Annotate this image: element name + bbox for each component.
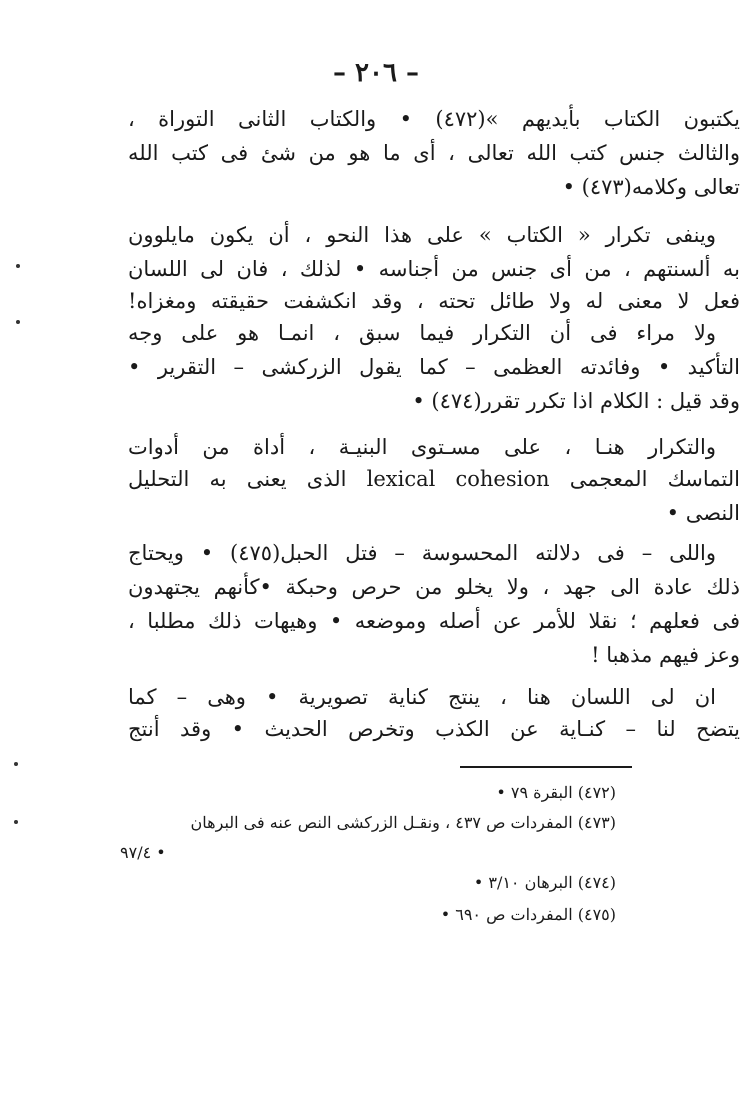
text-line: وقد قيل : الكلام اذا تكرر تقرر(٤٧٤) • — [412, 389, 740, 413]
text-line: واللى – فى دلالته المحسوسة – فتل الحبل(٤٧٥) • ويحتاج — [128, 541, 716, 565]
text-line: وينفى تكرار « الكتاب » على هذا النحو ، أن يكون مايلوون — [128, 223, 716, 247]
footnote: (٤٧٣) المفردات ص ٤٣٧ ، ونقـل الزركشى النص عنه فى البرهان — [190, 813, 616, 832]
text-line: وعز فيهم مذهبا ! — [591, 643, 740, 667]
footnote: (٤٧٢) البقرة ٧٩ • — [496, 783, 616, 802]
text-line: به ألسنتهم ، من أى جنس من أجناسه • لذلك ، فان لى اللسان — [128, 257, 740, 281]
text-line: النصى • — [666, 501, 740, 525]
text-line: فى فعلهم ؛ نقلا للأمر عن أصله وموضعه • وهيهات ذلك مطلبا ، — [128, 609, 740, 633]
text-line: والتكرار هنـا ، على مسـتوى البنيـة ، أداة من أدوات — [128, 435, 716, 459]
text-line: ذلك عادة الى جهد ، ولا يخلو من حرص وحبكة •كأنهم يجتهدون — [128, 575, 740, 599]
text-line: والثالث جنس كتب الله تعالى ، أى ما هو من شئ فى كتب الله — [128, 141, 740, 165]
text-line: فعل لا معنى له ولا طائل تحته ، وقد انكشفت حقيقته ومغزاه! — [128, 289, 740, 313]
footnote: (٤٧٤) البرهان ٣/١٠ • — [473, 873, 616, 892]
text-line: ولا مراء فى أن التكرار فيما سبق ، انمـا هو على وجه — [128, 321, 716, 345]
text-line: تعالى وكلامه(٤٧٣) • — [562, 175, 740, 199]
text-line: يتضح لنا – كنـاية عن الكذب وتخرص الحديث • وقد أنتج — [128, 717, 740, 741]
footnote: (٤٧٥) المفردات ص ٦٩٠ • — [440, 905, 616, 924]
page-number: – ٢٠٦ – — [332, 58, 420, 88]
text-line: التماسك المعجمى lexical cohesion الذى يعنى به التحليل — [128, 467, 740, 491]
margin-mark — [14, 762, 18, 766]
margin-mark — [14, 820, 18, 824]
text-line: يكتبون الكتاب بأيديهم »(٤٧٢) • والكتاب الثانى التوراة ، — [128, 107, 740, 131]
margin-mark — [16, 320, 20, 324]
footnote: ٩٧/٤ • — [120, 843, 166, 862]
text-line: التأكيد • وفائدته العظمى – كما يقول الزركشى – التقرير • — [128, 355, 740, 379]
margin-mark — [16, 264, 20, 268]
text-line: ان لى اللسان هنا ، ينتج كناية تصويرية • وهى – كما — [128, 685, 716, 709]
footnote-separator — [460, 766, 632, 768]
